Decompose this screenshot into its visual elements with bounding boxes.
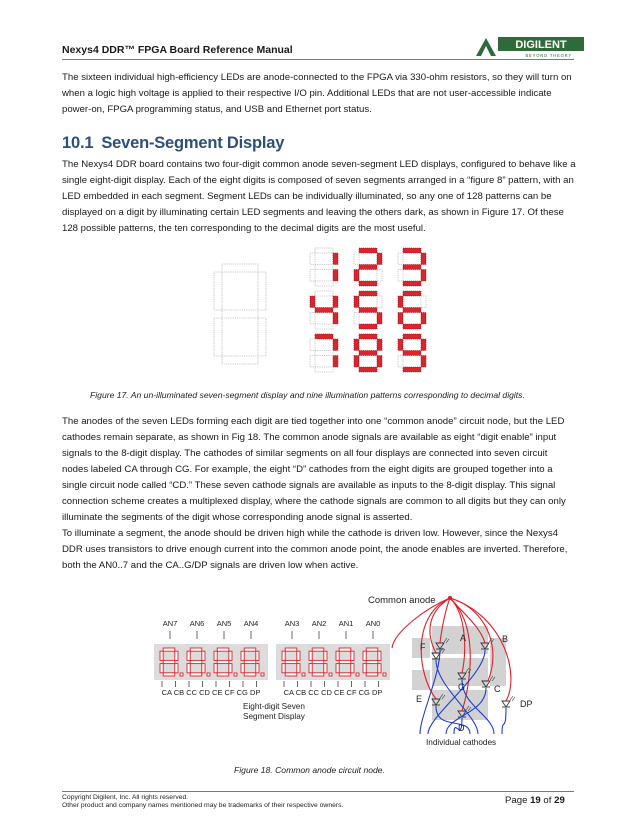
segment-letter-b: B bbox=[502, 634, 509, 644]
segment-letter-d: D bbox=[458, 723, 465, 733]
page-of: of bbox=[543, 795, 552, 806]
section-number: 10.1 bbox=[62, 134, 94, 152]
anode-label-an6: AN6 bbox=[189, 619, 205, 628]
cathode-labels-left: CA CB CC CD CE CF CG DP bbox=[161, 688, 261, 697]
common-anode-label: Common anode bbox=[368, 595, 436, 606]
figure-17-seven-segment-patterns bbox=[210, 244, 430, 380]
cathode-labels-right: CA CB CC CD CE CF CG DP bbox=[283, 688, 383, 697]
digit-pattern-8 bbox=[354, 334, 382, 372]
paragraph-common-anode: The anodes of the seven LEDs forming each digit are tied together into one “common anode” circuit node, but the LED cathodes remain separate, as shown in Fig 18. The common anode signals are available as eight “digit enable” input signals to the 8-digit display. The cathodes of similar segments on all four displays are connected into seven circuit nodes labeled CA through CG. For example, the eight “D” cathodes from the eight digits are grouped together into a single circuit node called “CD.” These seven cathode signals are available as inputs to the 8-digit display. This signal connection scheme creates a multiplexed display, where the cathode signals are common to all digits but they can only illuminate the segments of the digit whose corresponding anode signal is asserted. bbox=[62, 416, 566, 523]
figure-17-caption: Figure 17. An un-illuminated seven-segment display and nine illumination patterns corresponding to decimal digits. bbox=[90, 390, 525, 400]
segment-letter-a: A bbox=[460, 633, 467, 643]
segment-letter-dp: DP bbox=[520, 699, 533, 709]
header-rule bbox=[62, 59, 574, 60]
figure-18-common-anode-circuit bbox=[150, 586, 540, 758]
anode-label-an3: AN3 bbox=[284, 619, 300, 628]
digilent-logo bbox=[474, 36, 586, 58]
anode-label-an5: AN5 bbox=[216, 619, 232, 628]
paragraph-7seg-intro: The Nexys4 DDR board contains two four-digit common anode seven-segment LED displays, configured to behave like a single eight-digit display. Each of the eight digits is composed of seven segments arranged in a “figure 8” pattern, with an LED embedded in each segment. Segment LEDs can be individually illuminated, so any one of 128 patterns can be displayed on a digit by illuminating certain LED segments and leaving the others dark, as shown in Figure 17. Of these 128 possible patterns, the ten corresponding to the decimal digits are the most useful. bbox=[62, 159, 576, 234]
digit-pattern-4 bbox=[310, 291, 338, 329]
segment-letter-f: F bbox=[420, 642, 426, 652]
page-current: 19 bbox=[530, 795, 541, 806]
document-title: Nexys4 DDR™ FPGA Board Reference Manual bbox=[62, 44, 293, 56]
digit-pattern-9 bbox=[398, 334, 426, 372]
anode-label-an7: AN7 bbox=[162, 619, 178, 628]
digit-pattern-1 bbox=[310, 248, 338, 286]
footer-copyright bbox=[62, 794, 343, 810]
figure-18-caption: Figure 18. Common anode circuit node. bbox=[234, 765, 385, 775]
footer-line-1: Copyright Digilent, Inc. All rights reserved. bbox=[62, 794, 189, 801]
digit-pattern-7 bbox=[310, 334, 338, 372]
footer-line-2: Other product and company names mentioned may be trademarks of their respective owners. bbox=[62, 802, 344, 809]
page-total: 29 bbox=[554, 795, 565, 806]
logo-wordmark: DIGILENT bbox=[515, 39, 567, 51]
unlit-digit bbox=[214, 264, 266, 364]
section-title: Seven-Segment Display bbox=[101, 134, 285, 152]
segment-letter-g: G bbox=[458, 682, 466, 692]
digit-pattern-5 bbox=[354, 291, 382, 329]
anode-label-an1: AN1 bbox=[338, 619, 354, 628]
segment-panel-2 bbox=[432, 690, 488, 720]
anode-label-an0: AN0 bbox=[365, 619, 381, 628]
anode-label-an2: AN2 bbox=[311, 619, 327, 628]
individual-cathodes-label: Individual cathodes bbox=[426, 738, 497, 747]
digit-pattern-3 bbox=[398, 248, 426, 286]
page-prefix: Page bbox=[505, 795, 528, 806]
digit-pattern-2 bbox=[354, 248, 382, 286]
logo-tagline: BEYOND THEORY bbox=[525, 53, 572, 58]
cathode-wire-dp bbox=[502, 708, 506, 734]
display-label-line1: Eight-digit Seven bbox=[243, 702, 305, 711]
intro-paragraph: The sixteen individual high-efficiency LEDs are anode-connected to the FPGA via 330-ohm resistors, so they will turn on when a logic high voltage is applied to their respective I/O pin. Additional LEDs that are not user-accessible indicate power-on, FPGA programming status, and USB and Ethernet port status. bbox=[62, 72, 572, 115]
digit-pattern-6 bbox=[398, 291, 426, 329]
anode-label-an4: AN4 bbox=[243, 619, 259, 628]
paragraph-illuminate: To illuminate a segment, the anode should be driven high while the cathode is driven low. However, since the Nexys4 DDR uses transistors to drive enough current into the common anode point, the anode enables are inverted. Therefore, both the AN0..7 and the CA..G/DP signals are driven low when active. bbox=[62, 528, 568, 571]
segment-panel-3 bbox=[412, 670, 430, 690]
common-anode-node bbox=[448, 596, 452, 600]
page-number bbox=[505, 795, 565, 806]
section-heading bbox=[62, 134, 284, 153]
led-diode-dp bbox=[502, 696, 515, 707]
display-label-line2: Segment Display bbox=[243, 712, 305, 721]
footer-rule bbox=[62, 791, 574, 792]
segment-letter-e: E bbox=[416, 694, 423, 704]
segment-letter-c: C bbox=[494, 684, 501, 694]
